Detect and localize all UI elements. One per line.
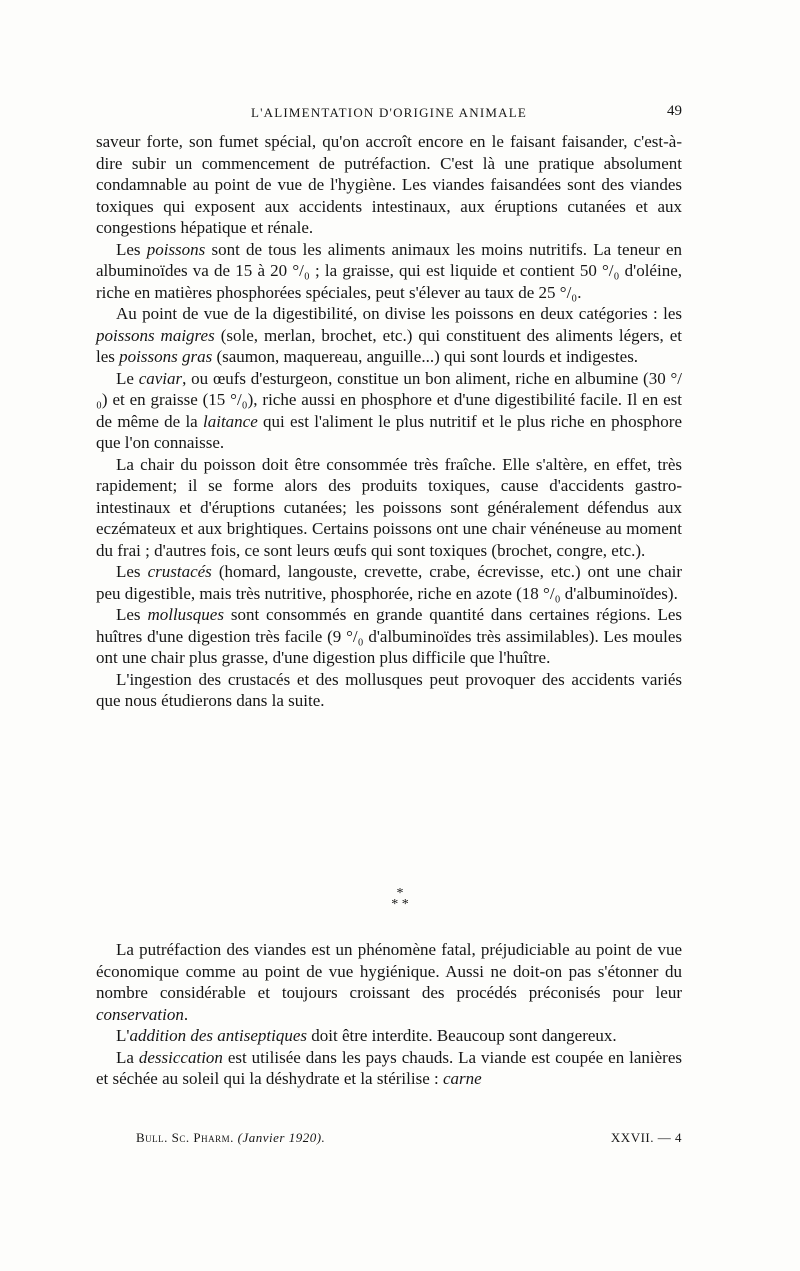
text-run: Les xyxy=(116,562,148,581)
text-run: Au point de vue de la digestibilité, on divise les poissons en deux catégories : les xyxy=(116,304,682,323)
text-run: . xyxy=(183,1004,189,1024)
paragraph xyxy=(96,303,682,368)
paragraph xyxy=(96,368,682,454)
text-run: Les xyxy=(116,239,147,259)
paragraph xyxy=(96,131,682,239)
paragraph xyxy=(96,1047,682,1090)
italic-term: laitance xyxy=(203,411,258,431)
italic-term: addition des antiseptiques xyxy=(129,1026,307,1045)
text-run: (saumon, maquereau, anguille...) qui sont lourds et indigestes. xyxy=(212,347,639,366)
text-run: L'ingestion des crustacés et des mollusques peut provoquer des accidents variés que nous étudierons dans la suite. xyxy=(96,669,682,710)
italic-term: conservation xyxy=(96,1004,184,1024)
text-run: La putréfaction des viandes est un phénomène fatal, préjudiciable au point de vue économique comme au point de vue hygiénique. Aussi ne doit-on pas s'étonner du nombre considérable et toujours croissant des procédés préconisés pour leur xyxy=(96,940,682,1002)
separator-bottom-stars: * * xyxy=(391,897,409,912)
italic-term: carne xyxy=(442,1069,482,1088)
text-run: (sole, merlan, brochet, etc.) qui constituent des aliments légers, et les xyxy=(96,325,683,366)
footer-journal: Bull. Sc. Pharm. xyxy=(136,1130,234,1145)
text-run: (homard, langouste, crevette, crabe, écrevisse, etc.) ont une chair peu digestible, mais très nutritive, phosphorée, riche en azote (18 °/₀ d'albuminoïdes). xyxy=(96,562,682,603)
page-number: 49 xyxy=(667,103,682,119)
section-separator xyxy=(0,888,800,910)
text-run: Le xyxy=(116,368,139,388)
text-run: qui est l'aliment le plus nutritif et le plus riche en phosphore que l'on connaisse. xyxy=(96,411,682,452)
text-run: est utilisée dans les pays chauds. La viande est coupée en lanières et séchée au soleil qui la déshydrate et la stérilise : xyxy=(96,1047,682,1088)
paragraph xyxy=(96,669,682,712)
text-run: Les xyxy=(116,605,148,624)
text-run: L' xyxy=(116,1026,130,1045)
italic-term: poissons maigres xyxy=(96,325,215,345)
text-run: La chair du poisson doit être consommée très fraîche. Elle s'altère, en effet, très rapidement; il se forme alors des produits toxiques, cause d'accidents gastro-intestinaux et d'éruptions cutanées; les poissons sont généralement défendus aux eczémateux et aux brightiques. Certains poissons ont une chair vénéneuse au moment du frai ; d'autres fois, ce sont leurs œufs qui sont toxiques (brochet, congre, etc.). xyxy=(96,454,682,560)
running-header xyxy=(96,100,682,124)
paragraph xyxy=(96,1025,682,1047)
body-text xyxy=(96,131,682,712)
italic-term: dessiccation xyxy=(138,1047,223,1067)
text-run: saveur forte, son fumet spécial, qu'on accroît encore en le faisant faisander, c'est-à-dire subir un commencement de putréfaction. C'est là une pratique absolument condamnable au point de vue de l'hygiène. Les viandes faisandées sont des viandes toxiques qui exposent aux accidents intestinaux, aux éruptions cutanées et aux congestions hépatique et rénale. xyxy=(96,132,682,237)
section-two-text xyxy=(96,939,682,1090)
text-run: sont de tous les aliments animaux les moins nutritifs. La teneur en albuminoïdes va de 15 à 20 °/₀ ; la graisse, qui est liquide et contient 50 °/₀ d'oléine, riche en matières phosphorées spéciales, peut s'élever au taux de 25 °/₀. xyxy=(96,239,682,302)
text-run: , ou œufs d'esturgeon, constitue un bon aliment, riche en albumine (30 °/₀) et en graisse (15 °/₀), riche aussi en phosphore et d'une digestibilité facile. Il en est de même de la xyxy=(96,368,682,431)
text-run: La xyxy=(116,1047,139,1067)
running-title: L'ALIMENTATION D'ORIGINE ANIMALE xyxy=(250,105,527,120)
text-run: sont consommés en grande quantité dans certaines régions. Les huîtres d'une digestion très facile (9 °/₀ d'albuminoïdes très assimilables). Les moules ont une chair plus grasse, d'une digestion plus difficile que l'huître. xyxy=(96,605,682,667)
italic-term: caviar xyxy=(138,368,183,388)
separator-top-star: * xyxy=(396,886,404,901)
italic-term: mollusques xyxy=(147,605,224,624)
paragraph xyxy=(96,604,682,669)
footer-date: (Janvier 1920). xyxy=(237,1130,326,1145)
italic-term: poissons xyxy=(146,239,206,259)
paragraph xyxy=(96,454,682,562)
paragraph xyxy=(96,239,682,304)
footer-signature-mark: XXVII. — 4 xyxy=(610,1130,682,1145)
page-footer xyxy=(136,1130,682,1150)
italic-term: poissons gras xyxy=(119,347,213,366)
footer-citation xyxy=(136,1130,325,1146)
paragraph xyxy=(96,939,682,1025)
text-run: doit être interdite. Beaucoup sont dangereux. xyxy=(307,1026,617,1045)
paragraph xyxy=(96,561,682,604)
italic-term: crustacés xyxy=(147,562,212,581)
